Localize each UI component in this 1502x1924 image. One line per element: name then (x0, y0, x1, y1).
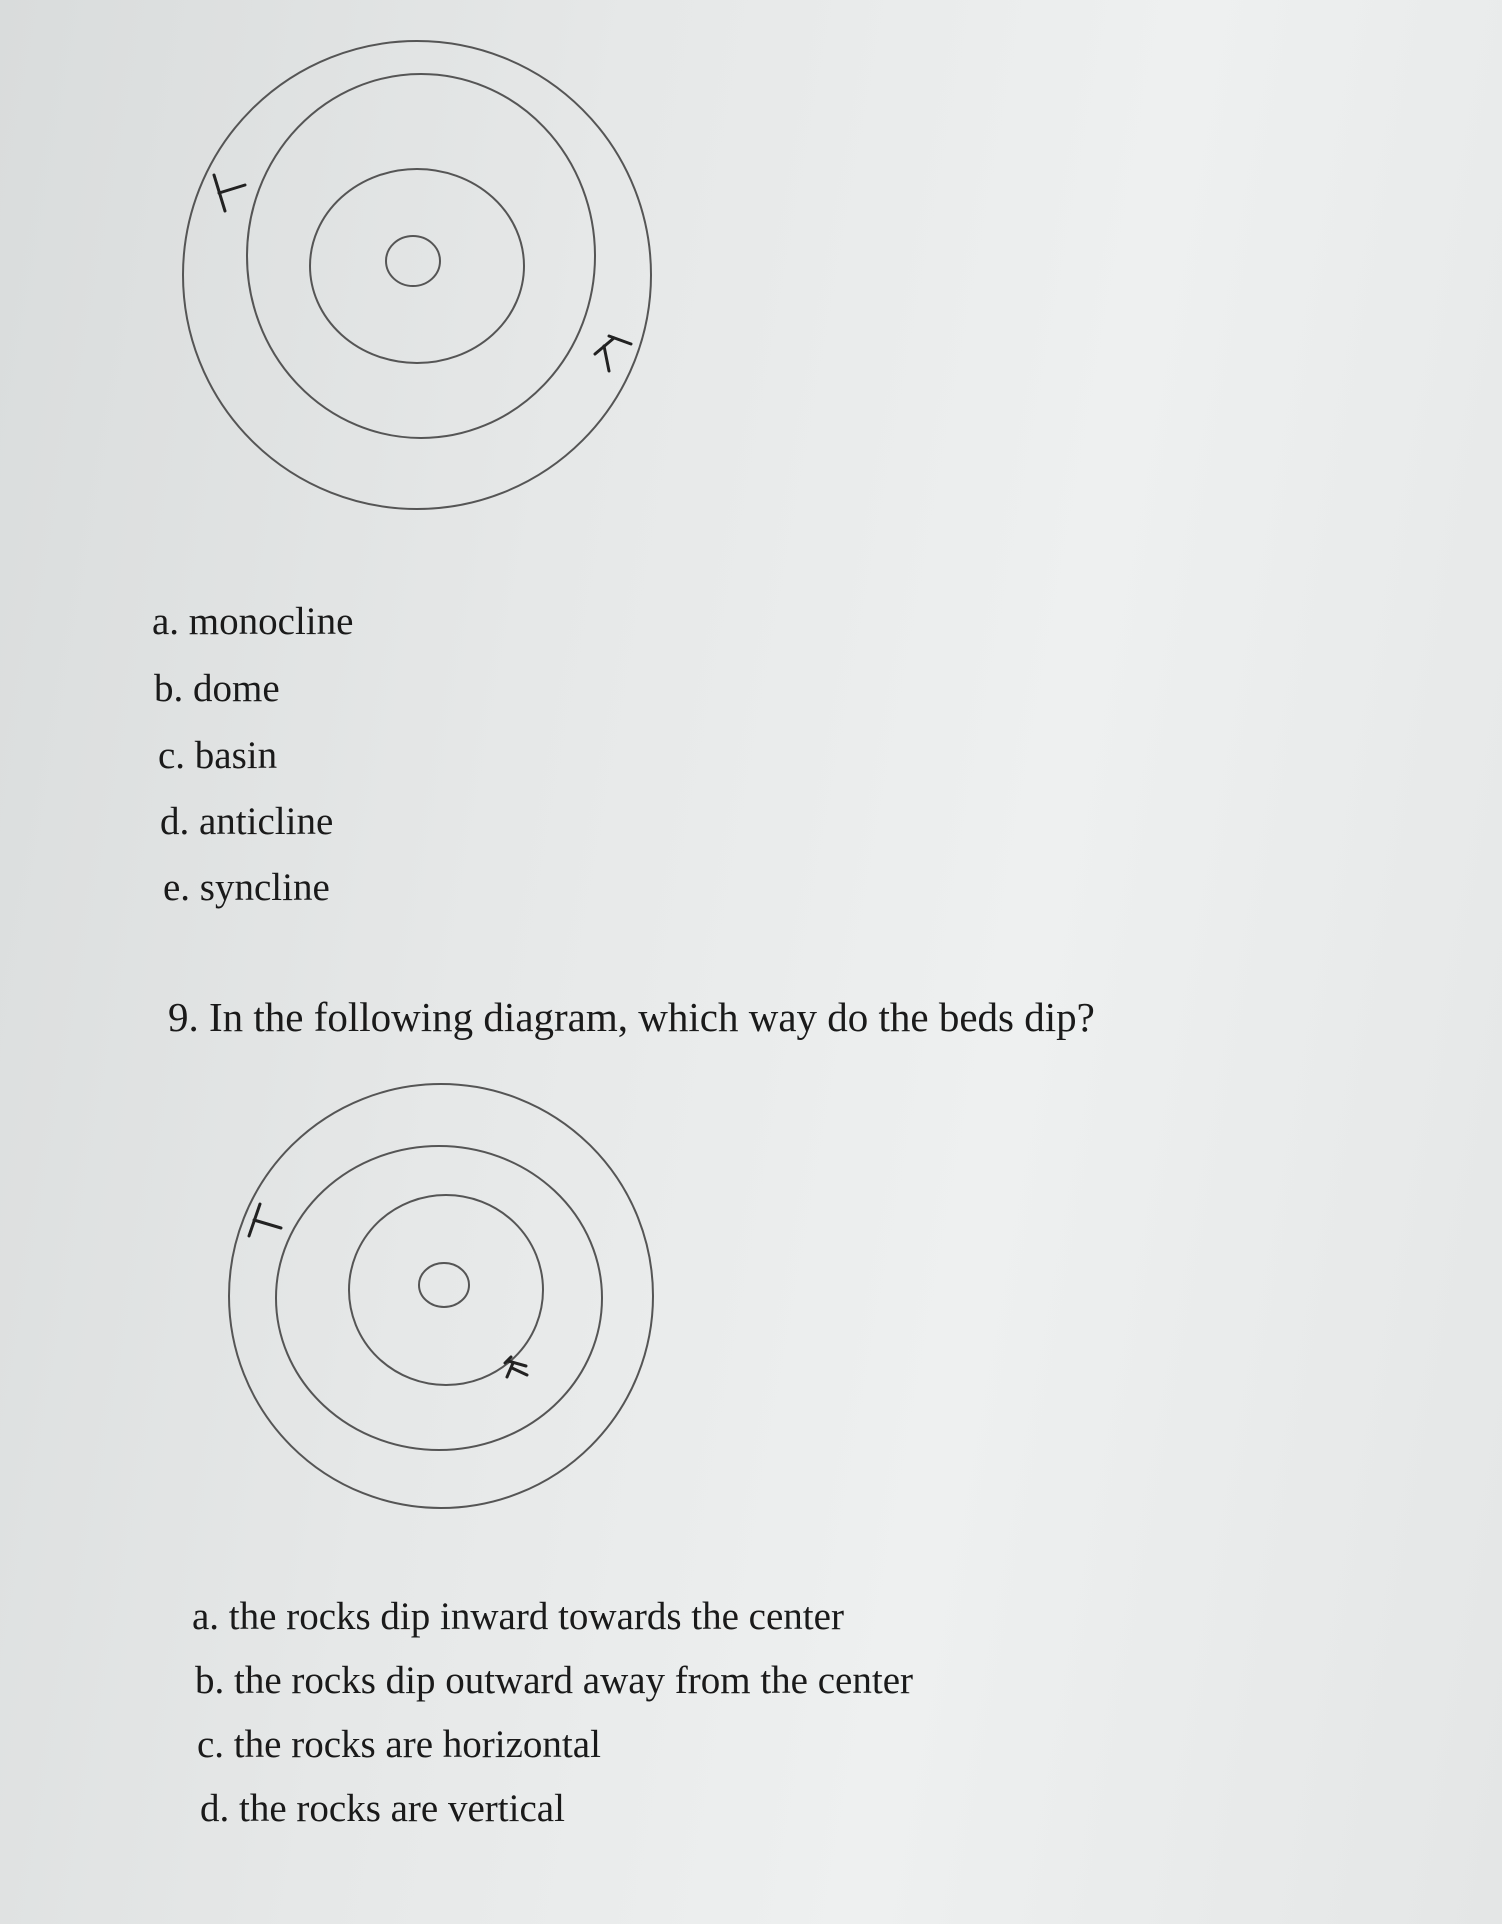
middle-bed-contour (276, 1146, 602, 1450)
outer-bed-contour (229, 1084, 653, 1508)
strike-dip-symbol-right (595, 336, 631, 371)
strike-dip-symbol-left (249, 1204, 281, 1236)
question-9-text: 9. In the following diagram, which way do the beds dip? (168, 994, 1095, 1040)
concentric-beds-svg (225, 1080, 675, 1520)
concentric-beds-svg (180, 35, 660, 515)
q9-option-a: a. the rocks dip inward towards the center (192, 1595, 844, 1638)
inner-bed-contour (349, 1195, 543, 1385)
q9-option-d: d. the rocks are vertical (200, 1787, 565, 1830)
inner-bed-contour (310, 169, 524, 363)
q8-option-c: c. basin (158, 734, 278, 777)
q8-option-a: a. monocline (152, 600, 354, 643)
q8-option-e: e. syncline (163, 866, 330, 909)
fold-map-diagram-1 (180, 35, 660, 515)
strike-dip-symbol-left (214, 175, 245, 211)
middle-bed-contour (247, 74, 595, 438)
strike-dip-symbol-right (505, 1357, 527, 1377)
q9-option-c: c. the rocks are horizontal (197, 1723, 601, 1766)
fold-map-diagram-2 (225, 1080, 675, 1520)
q8-option-b: b. dome (154, 667, 280, 710)
center-circle (419, 1263, 469, 1307)
q9-option-b: b. the rocks dip outward away from the center (195, 1659, 913, 1702)
center-circle (386, 236, 440, 286)
q8-option-d: d. anticline (160, 800, 334, 843)
